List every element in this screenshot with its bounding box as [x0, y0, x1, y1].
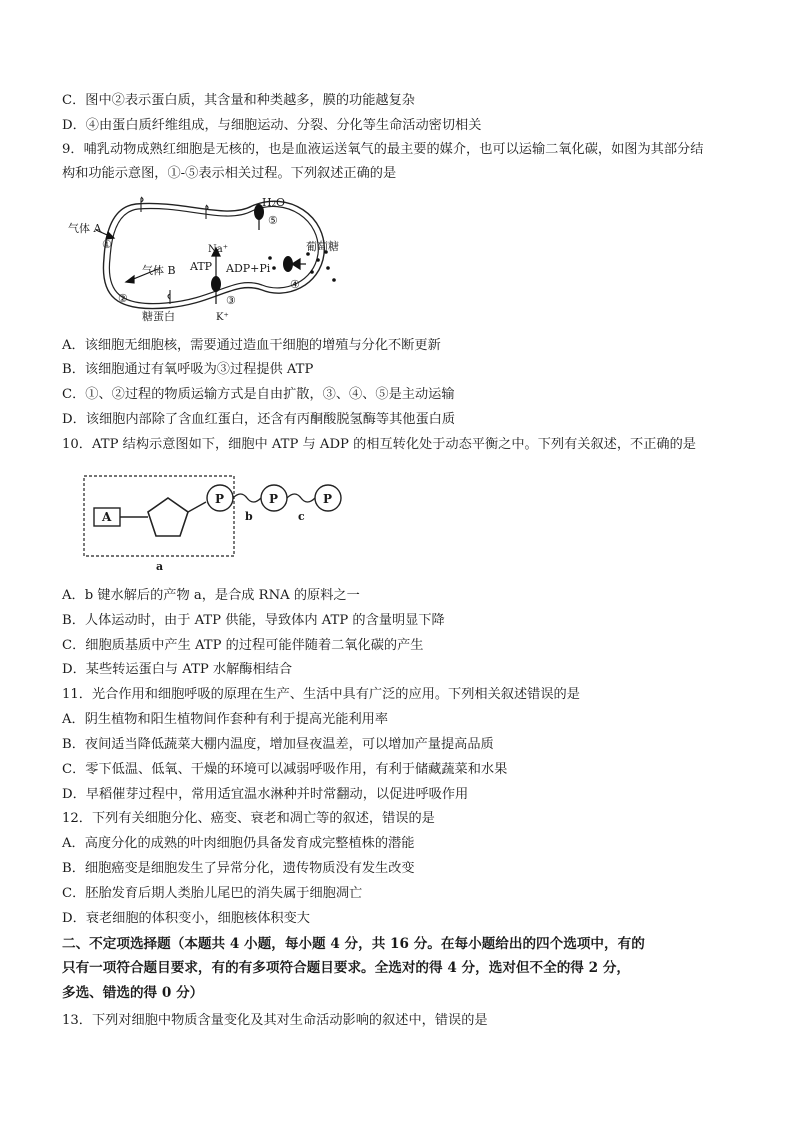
- label-adp-pi: ADP+Pi: [226, 262, 271, 275]
- q9-option-d: D．该细胞内部除了含血红蛋白，还含有丙酮酸脱氢酶等其他蛋白质: [62, 412, 456, 427]
- label-water: H₂O: [262, 196, 286, 209]
- adenine-label: A: [102, 510, 112, 524]
- q8-option-c: C．图中②表示蛋白质，其含量和种类越多，膜的功能越复杂: [62, 93, 415, 108]
- label-process-3: ③: [226, 294, 236, 307]
- q10-option-a: A．b 键水解后的产物 a，是合成 RNA 的原料之一: [62, 588, 360, 603]
- q13-stem: 13．下列对细胞中物质含量变化及其对生命活动影响的叙述中，错误的是: [62, 1013, 488, 1028]
- q9-stem-line2: 构和功能示意图，①-⑤表示相关过程。下列叙述正确的是: [62, 166, 397, 181]
- label-process-2: ②: [118, 292, 128, 305]
- q10-option-c: C．细胞质基质中产生 ATP 的过程可能伴随着二氧化碳的产生: [62, 638, 424, 653]
- label-potassium: K⁺: [216, 312, 229, 323]
- q11-option-b: B．夜间适当降低蔬菜大棚内温度，增加昼夜温差，可以增加产量提高品质: [62, 737, 494, 752]
- q10-option-b: B．人体运动时，由于 ATP 供能，导致体内 ATP 的含量明显下降: [62, 613, 445, 628]
- phosphate-1-label: P: [215, 492, 225, 506]
- label-atp: ATP: [190, 260, 213, 273]
- label-glycoprotein: 糖蛋白: [142, 310, 175, 323]
- q12-option-a: A．高度分化的成熟的叶肉细胞仍具备发育成完整植株的潜能: [62, 836, 415, 851]
- section2-heading-line3: 多选、错选的得 0 分）: [62, 985, 204, 1001]
- ribose-pentagon: [148, 498, 188, 536]
- q9-option-a: A．该细胞无细胞核，需要通过造血干细胞的增殖与分化不断更新: [62, 338, 441, 353]
- q11-stem: 11．光合作用和细胞呼吸的原理在生产、生活中具有广泛的应用。下列相关叙述错误的是: [62, 687, 580, 702]
- q9-stem-line1: 9．哺乳动物成熟红细胞是无核的，也是血液运送氧气的最主要的媒介，也可以运输二氧化碳，如图为其部分结: [62, 142, 704, 157]
- q10-stem: 10．ATP 结构示意图如下，细胞中 ATP 与 ADP 的相互转化处于动态平衡之中。下列有关叙述，不正确的是: [62, 437, 696, 452]
- bond-c-label: c: [298, 510, 305, 523]
- q12-option-d: D．衰老细胞的体积变小，细胞核体积变大: [62, 911, 310, 926]
- q11-option-d: D．早稻催芽过程中，常用适宜温水淋种并时常翻动，以促进呼吸作用: [62, 787, 469, 802]
- q8-option-d: D．④由蛋白质纤维组成，与细胞运动、分裂、分化等生命活动密切相关: [62, 118, 482, 133]
- bond-b-label: b: [245, 510, 253, 523]
- bond-b: [233, 494, 261, 502]
- label-process-5: ⑤: [268, 214, 278, 227]
- q10-option-d: D．某些转运蛋白与 ATP 水解酶相结合: [62, 662, 293, 677]
- label-gas-a: 气体 A: [68, 222, 102, 235]
- atp-structure-diagram: [82, 472, 344, 572]
- section2-heading-line2: 只有一项符合题目要求，有的有多项符合题目要求。全选对的得 4 分，选对但不全的得 2 分，: [62, 960, 631, 976]
- q9-option-c: C．①、②过程的物质运输方式是自由扩散，③、④、⑤是主动运输: [62, 387, 455, 402]
- label-process-4: ④: [290, 278, 300, 291]
- q11-option-a: A．阴生植物和阳生植物间作套种有利于提高光能利用率: [62, 712, 389, 727]
- red-blood-cell-diagram: [66, 192, 346, 324]
- bond-c: [287, 494, 315, 502]
- phosphate-2-label: P: [269, 492, 279, 506]
- q12-option-b: B．细胞癌变是细胞发生了异常分化，遗传物质没有发生改变: [62, 861, 415, 876]
- phosphate-3-label: P: [323, 492, 333, 506]
- label-glucose: 葡萄糖: [306, 240, 339, 253]
- label-process-1: ①: [102, 238, 112, 251]
- q12-option-c: C．胚胎发育后期人类胎儿尾巴的消失属于细胞凋亡: [62, 886, 363, 901]
- label-sodium: Na⁺: [208, 244, 228, 255]
- q9-option-b: B．该细胞通过有氧呼吸为③过程提供 ATP: [62, 362, 314, 377]
- group-a-label: a: [156, 560, 164, 572]
- q12-stem: 12．下列有关细胞分化、癌变、衰老和凋亡等的叙述，错误的是: [62, 811, 435, 826]
- glucose-dots: [268, 250, 336, 282]
- label-gas-b: 气体 B: [142, 264, 176, 277]
- section2-heading-line1: 二、不定项选择题（本题共 4 小题，每小题 4 分，共 16 分。在每小题给出的四个选项中，有的: [62, 936, 645, 952]
- q11-option-c: C．零下低温、低氧、干燥的环境可以减弱呼吸作用，有利于储藏蔬菜和水果: [62, 762, 508, 777]
